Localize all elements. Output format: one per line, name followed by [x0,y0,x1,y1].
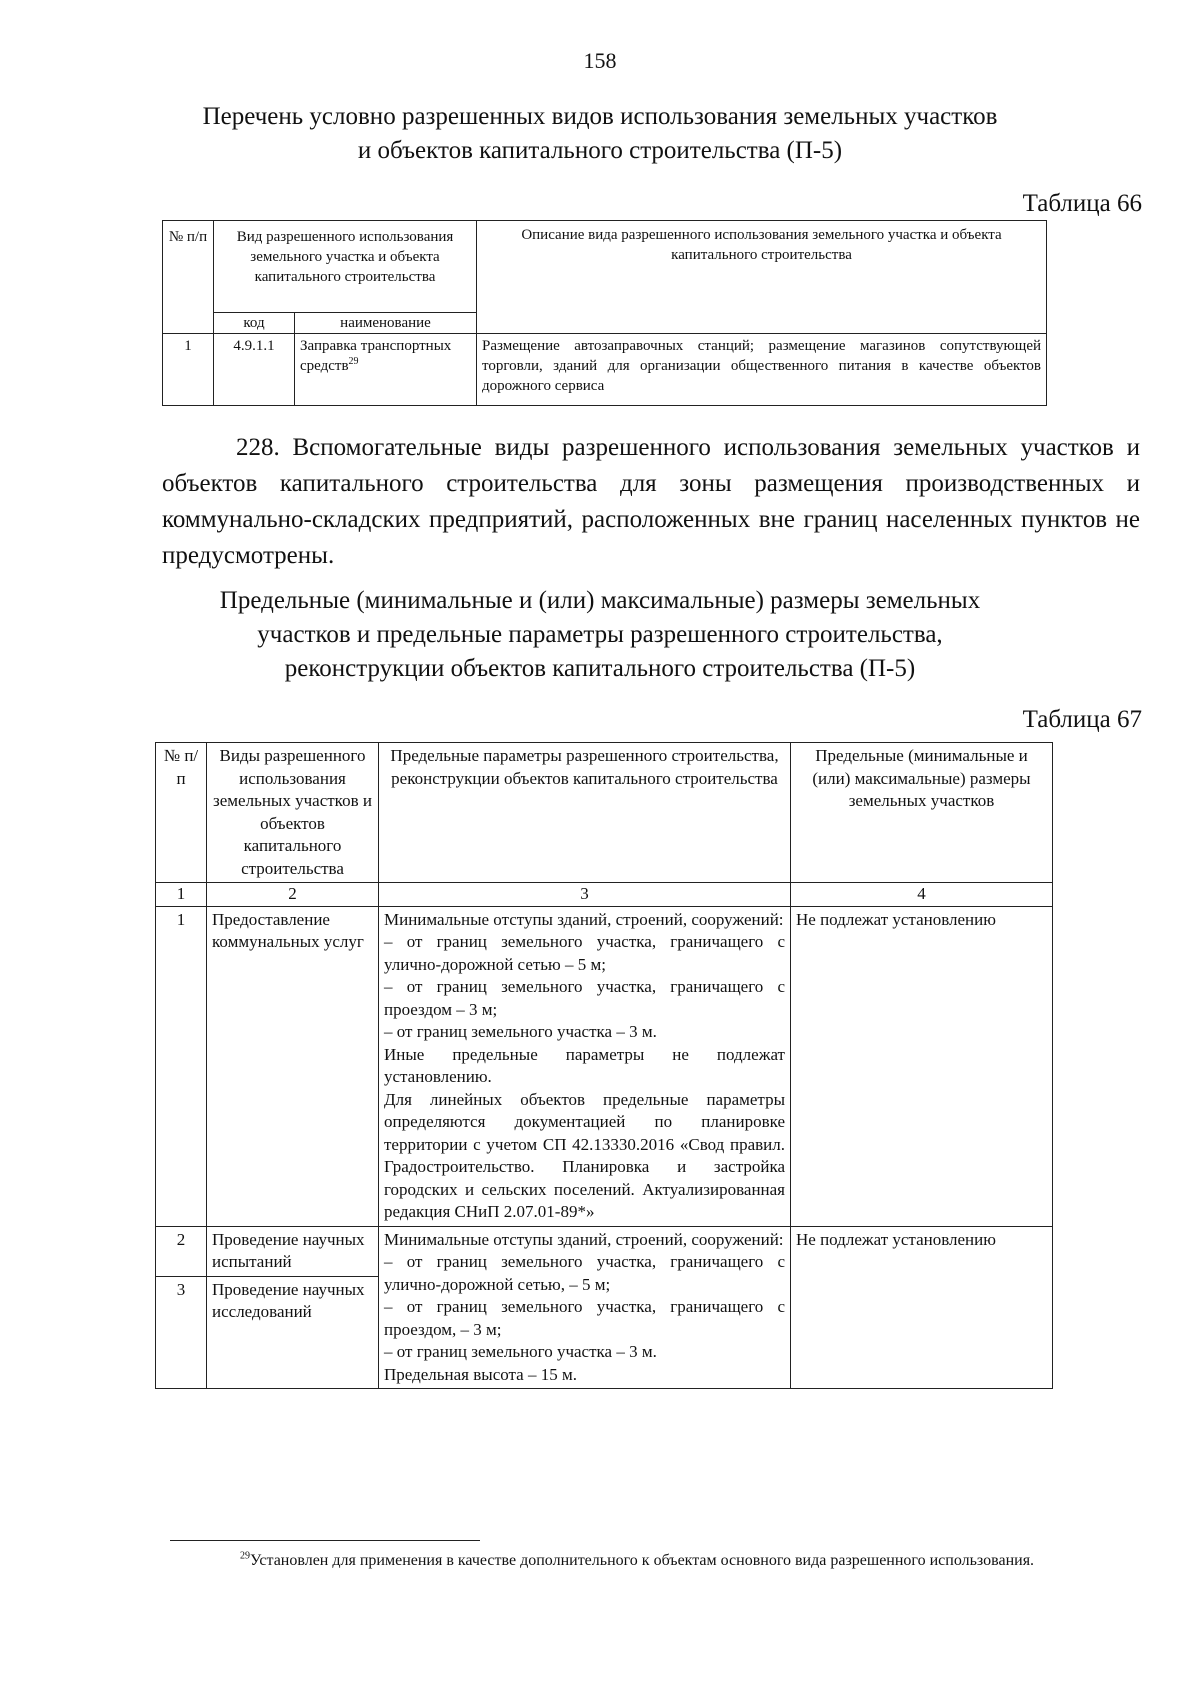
row-params [379,1226,791,1389]
row-params [379,906,791,1226]
header-code: код [214,313,295,334]
header-kind: Виды разрешенного использования земельных участков и объектов капитального строительства [207,743,379,883]
row-kind: Проведение научных исследований [207,1276,379,1389]
param-line: Предельная высота – 15 м. [384,1364,577,1384]
param-line: – от границ земельного участка – 3 м. [384,1342,657,1361]
page-number: 158 [583,48,617,73]
param-line: Иные предельные параметры не подлежат установлению. [384,1044,785,1086]
footnote-text: Установлен для применения в качестве дополнительного к объектам основного вида разрешенного использования. [250,1552,1035,1569]
row-desc: Размещение автозаправочных станций; размещение магазинов сопутствующей торговли, зданий для организации общественного питания в качестве объектов дорожного сервиса [477,334,1047,406]
row-name [295,334,477,406]
param-line: – от границ земельного участка, граничащего с проездом – 3 м; [384,977,785,1019]
param-line: Минимальные отступы зданий, строений, сооружений: [384,1229,784,1249]
header-name: наименование [295,313,477,334]
table-67 [155,742,1053,1389]
table-67-label: Таблица 67 [1022,706,1142,733]
table-row [163,334,1047,406]
footnote-mark: 29 [240,1550,250,1562]
footnote [170,1549,1140,1573]
row-kind: Проведение научных испытаний [207,1226,379,1276]
title-line: и объектов капитального строительства (П-5) [357,137,843,164]
header-params: Предельные параметры разрешенного строительства, реконструкции объектов капитального строительства [379,743,791,883]
title-limit-params [150,584,1050,686]
row-sizes: Не подлежат установлению [791,1226,1053,1389]
row-code: 4.9.1.1 [214,334,295,406]
row-kind: Предоставление коммунальных услуг [207,906,379,1226]
row-num: 2 [156,1226,207,1276]
param-line: – от границ земельного участка, граничащего с улично-дорожной сетью – 5 м; [384,932,785,974]
row-name-text: Заправка транспортных средств [300,338,452,374]
col-number: 2 [207,883,379,907]
param-line: Минимальные отступы зданий, строений, сооружений: [384,909,784,929]
param-line: – от границ земельного участка – 3 м. [384,1022,657,1041]
header-sizes: Предельные (минимальные и (или) максимальные) размеры земельных участков [791,743,1053,883]
col-number: 4 [791,883,1053,907]
table-66 [162,220,1047,406]
row-num: 1 [163,334,214,406]
table-66-label: Таблица 66 [1022,190,1142,217]
table-row [156,1226,1053,1276]
table-row [156,906,1053,1226]
paragraph-228: 228. Вспомогательные виды разрешенного использования земельных участков и объектов капитального строительства для зоны размещения производственных и коммунально-складских предприятий, расположенных вне границ населенных пунктов не предусмотрены. [162,434,1140,569]
header-desc: Описание вида разрешенного использования земельного участка и объекта капитального строительства [477,221,1047,334]
row-num: 1 [156,906,207,1226]
row-sizes: Не подлежат установлению [791,906,1053,1226]
header-num: № п/п [163,221,214,334]
header-kind: Вид разрешенного использования земельного участка и объекта капитального строительства [214,221,477,313]
footnote-ref: 29 [348,356,359,367]
row-num: 3 [156,1276,207,1389]
param-line: Для линейных объектов предельные параметры определяются документацией по планировке территории с учетом СП 42.13330.2016 «Свод правил. Градостроительство. Планировка и застройка городских и сельских поселений. Актуализированная редакция СНиП 2.07.01-89*» [384,1089,785,1221]
header-num: № п/п [156,743,207,883]
title-line: участков и предельные параметры разрешенного строительства, [257,621,943,648]
param-line: – от границ земельного участка, граничащего с улично-дорожной сетью, – 5 м; [384,1252,785,1294]
param-line: – от границ земельного участка, граничащего с проездом, – 3 м; [384,1297,785,1339]
title-line: реконструкции объектов капитального строительства (П-5) [284,655,916,682]
col-number: 1 [156,883,207,907]
footnote-divider [170,1540,480,1541]
column-numbers-row [156,883,1053,907]
title-conditional-uses [150,100,1050,168]
title-line: Перечень условно разрешенных видов использования земельных участков [202,103,998,130]
col-number: 3 [379,883,791,907]
title-line: Предельные (минимальные и (или) максимальные) размеры земельных [219,587,981,614]
